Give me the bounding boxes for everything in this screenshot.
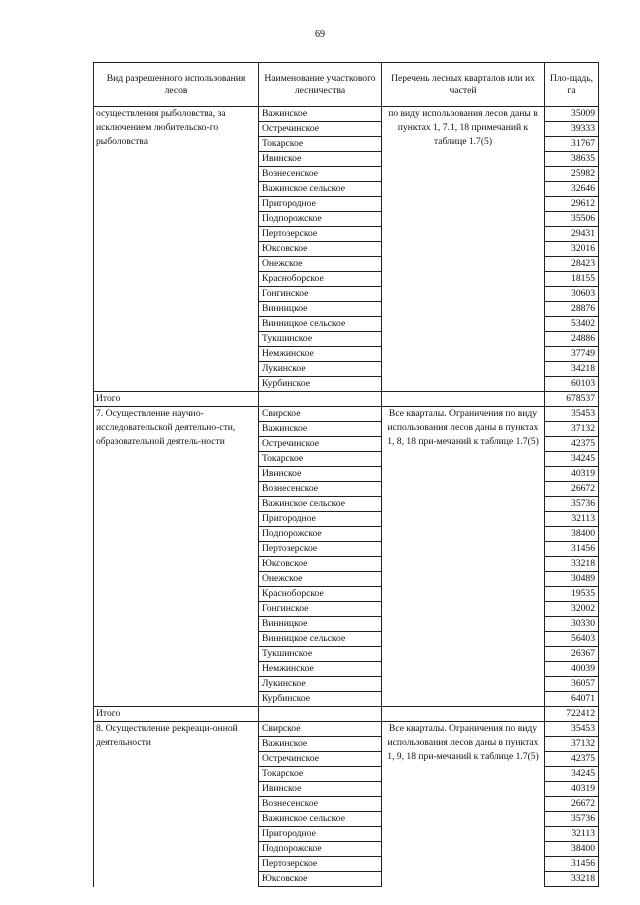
area-cell: 32646 (545, 182, 599, 197)
table-row (94, 107, 599, 122)
area-cell: 38400 (545, 527, 599, 542)
forestry-name-cell: Важинское (259, 107, 382, 122)
forestry-name-cell: Тукшинское (259, 647, 382, 662)
forestry-name-cell: Юксовское (259, 242, 382, 257)
total-empty-cell (259, 392, 382, 407)
area-cell: 38400 (545, 842, 599, 857)
forestry-name-cell: Лукинское (259, 677, 382, 692)
area-cell: 39333 (545, 122, 599, 137)
section-title: 7. Осуществление научно-исследовательской деятельно-сти, образовательной деятель-ности (94, 407, 259, 707)
area-cell: 26672 (545, 797, 599, 812)
area-cell: 64071 (545, 692, 599, 707)
forestry-name-cell: Юксовское (259, 557, 382, 572)
forestry-name-cell: Винницкое (259, 617, 382, 632)
total-empty-cell (259, 707, 382, 722)
area-cell: 32113 (545, 827, 599, 842)
area-cell: 32016 (545, 242, 599, 257)
area-cell: 31456 (545, 857, 599, 872)
area-cell: 35736 (545, 497, 599, 512)
page-number: 69 (315, 29, 325, 40)
forestry-name-cell: Онежское (259, 257, 382, 272)
table-row (94, 407, 599, 422)
area-cell: 34218 (545, 362, 599, 377)
area-cell: 29431 (545, 227, 599, 242)
forestry-name-cell: Вознесенское (259, 167, 382, 182)
area-cell: 30330 (545, 617, 599, 632)
total-value: 678537 (545, 392, 599, 407)
total-label: Итого (94, 707, 259, 722)
forestry-name-cell: Остречинское (259, 752, 382, 767)
area-cell: 35009 (545, 107, 599, 122)
forestry-name-cell: Токарское (259, 137, 382, 152)
forestry-name-cell: Пригородное (259, 827, 382, 842)
area-cell: 60103 (545, 377, 599, 392)
area-cell: 29612 (545, 197, 599, 212)
area-cell: 42375 (545, 752, 599, 767)
forestry-name-cell: Пригородное (259, 197, 382, 212)
area-cell: 40039 (545, 662, 599, 677)
area-cell: 32113 (545, 512, 599, 527)
area-cell: 26672 (545, 482, 599, 497)
forestry-name-cell: Подпорожское (259, 212, 382, 227)
forestry-name-cell: Свирское (259, 407, 382, 422)
quarters-note: Все кварталы. Ограничения по виду использования лесов даны в пунктах 1, 8, 18 при-мечаний к таблице 1.7(5) (382, 407, 545, 707)
area-cell: 53402 (545, 317, 599, 332)
area-cell: 36057 (545, 677, 599, 692)
forestry-name-cell: Вознесенское (259, 797, 382, 812)
total-row (94, 392, 599, 407)
quarters-note: Все кварталы. Ограничения по виду использования лесов даны в пунктах 1, 9, 18 при-мечаний к таблице 1.7(5) (382, 722, 545, 887)
table-body (94, 107, 599, 887)
area-cell: 42375 (545, 437, 599, 452)
forestry-name-cell: Пертозерское (259, 857, 382, 872)
forestry-name-cell: Винницкое сельское (259, 317, 382, 332)
area-cell: 40319 (545, 782, 599, 797)
area-cell: 37132 (545, 422, 599, 437)
forestry-name-cell: Вознесенское (259, 482, 382, 497)
forestry-name-cell: Остречинское (259, 437, 382, 452)
forestry-name-cell: Токарское (259, 767, 382, 782)
area-cell: 37132 (545, 737, 599, 752)
forest-use-table (93, 62, 599, 887)
area-cell: 35736 (545, 812, 599, 827)
area-cell: 28423 (545, 257, 599, 272)
forestry-name-cell: Курбинское (259, 692, 382, 707)
area-cell: 38635 (545, 152, 599, 167)
area-cell: 31456 (545, 542, 599, 557)
forestry-name-cell: Гонгинское (259, 602, 382, 617)
forestry-name-cell: Пертозерское (259, 542, 382, 557)
area-cell: 34245 (545, 767, 599, 782)
forestry-name-cell: Свирское (259, 722, 382, 737)
forestry-name-cell: Курбинское (259, 377, 382, 392)
area-cell: 34245 (545, 452, 599, 467)
area-cell: 32002 (545, 602, 599, 617)
area-cell: 37749 (545, 347, 599, 362)
forestry-name-cell: Немжинское (259, 662, 382, 677)
area-cell: 25982 (545, 167, 599, 182)
forestry-name-cell: Пригородное (259, 512, 382, 527)
area-cell: 35506 (545, 212, 599, 227)
area-cell: 24886 (545, 332, 599, 347)
area-cell: 28876 (545, 302, 599, 317)
forestry-name-cell: Остречинское (259, 122, 382, 137)
area-cell: 31767 (545, 137, 599, 152)
forestry-name-cell: Винницкое сельское (259, 632, 382, 647)
area-cell: 35453 (545, 722, 599, 737)
area-cell: 26367 (545, 647, 599, 662)
header-use-type: Вид разрешенного использования лесов (94, 63, 259, 107)
area-cell: 33218 (545, 872, 599, 887)
area-cell: 33218 (545, 557, 599, 572)
table-row (94, 722, 599, 737)
forestry-name-cell: Онежское (259, 572, 382, 587)
total-empty-cell (382, 707, 545, 722)
forestry-name-cell: Красноборское (259, 272, 382, 287)
forestry-name-cell: Важинское сельское (259, 812, 382, 827)
header-forestry-name: Наименование участкового лесничества (259, 63, 382, 107)
total-empty-cell (382, 392, 545, 407)
forestry-name-cell: Важинское (259, 422, 382, 437)
section-title: 8. Осуществление рекреаци-онной деятельности (94, 722, 259, 887)
area-cell: 30489 (545, 572, 599, 587)
forestry-name-cell: Лукинское (259, 362, 382, 377)
forestry-name-cell: Важинское сельское (259, 182, 382, 197)
forestry-name-cell: Токарское (259, 452, 382, 467)
area-cell: 30603 (545, 287, 599, 302)
forestry-name-cell: Винницкое (259, 302, 382, 317)
section-title: осуществления рыболовства, за исключением любительско-го рыболовства (94, 107, 259, 392)
forestry-name-cell: Важинское (259, 737, 382, 752)
table-header-row (94, 63, 599, 107)
forestry-name-cell: Ивинское (259, 152, 382, 167)
forestry-name-cell: Тукшинское (259, 332, 382, 347)
area-cell: 19535 (545, 587, 599, 602)
forestry-name-cell: Подпорожское (259, 527, 382, 542)
header-quarters: Перечень лесных кварталов или их частей (382, 63, 545, 107)
area-cell: 56403 (545, 632, 599, 647)
forestry-name-cell: Подпорожское (259, 842, 382, 857)
forestry-name-cell: Ивинское (259, 782, 382, 797)
forestry-name-cell: Немжинское (259, 347, 382, 362)
forestry-name-cell: Ивинское (259, 467, 382, 482)
total-row (94, 707, 599, 722)
forestry-name-cell: Важинское сельское (259, 497, 382, 512)
forestry-name-cell: Пертозерское (259, 227, 382, 242)
quarters-note: по виду использования лесов даны в пунктах 1, 7.1, 18 примечаний к таблице 1.7(5) (382, 107, 545, 392)
forestry-name-cell: Гонгинское (259, 287, 382, 302)
forestry-name-cell: Юксовское (259, 872, 382, 887)
total-value: 722412 (545, 707, 599, 722)
total-label: Итого (94, 392, 259, 407)
forestry-name-cell: Красноборское (259, 587, 382, 602)
area-cell: 40319 (545, 467, 599, 482)
area-cell: 18155 (545, 272, 599, 287)
header-area: Пло-щадь, га (545, 63, 599, 107)
area-cell: 35453 (545, 407, 599, 422)
